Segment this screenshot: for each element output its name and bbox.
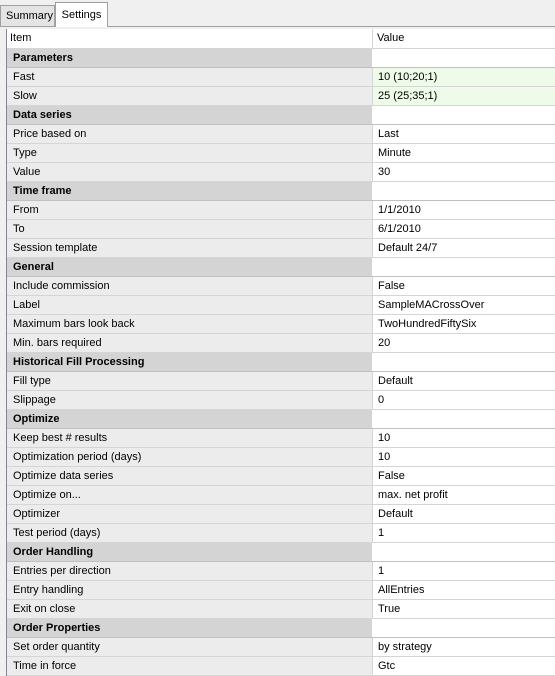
property-name: Value xyxy=(7,163,373,181)
category-row[interactable] xyxy=(7,619,555,638)
property-row[interactable] xyxy=(7,486,555,505)
property-name: Label xyxy=(7,296,373,314)
property-row[interactable] xyxy=(7,372,555,391)
property-row[interactable] xyxy=(7,144,555,163)
category-value-cell xyxy=(373,543,555,561)
property-name: Slippage xyxy=(7,391,373,409)
property-row[interactable] xyxy=(7,277,555,296)
property-name: Include commission xyxy=(7,277,373,295)
property-value[interactable]: Default xyxy=(373,372,555,390)
property-row[interactable] xyxy=(7,220,555,239)
property-value[interactable]: Gtc xyxy=(373,657,555,675)
property-name: Optimization period (days) xyxy=(7,448,373,466)
property-name: Optimize data series xyxy=(7,467,373,485)
category-row[interactable] xyxy=(7,106,555,125)
property-name: Min. bars required xyxy=(7,334,373,352)
property-row[interactable] xyxy=(7,334,555,353)
category-value-cell xyxy=(373,619,555,637)
category-title: Order Handling xyxy=(7,543,373,561)
category-title: General xyxy=(7,258,373,276)
property-value[interactable]: 30 xyxy=(373,163,555,181)
property-row[interactable] xyxy=(7,68,555,87)
category-value-cell xyxy=(373,410,555,428)
property-name: Time in force xyxy=(7,657,373,675)
category-row[interactable] xyxy=(7,543,555,562)
property-name: Fast xyxy=(7,68,373,86)
tab-settings[interactable]: Settings xyxy=(55,2,108,27)
property-value[interactable]: 20 xyxy=(373,334,555,352)
property-row[interactable] xyxy=(7,201,555,220)
property-name: Maximum bars look back xyxy=(7,315,373,333)
property-value[interactable]: 6/1/2010 xyxy=(373,220,555,238)
property-value[interactable]: 1 xyxy=(373,562,555,580)
category-title: Time frame xyxy=(7,182,373,200)
property-name: Session template xyxy=(7,239,373,257)
property-value[interactable]: Default xyxy=(373,505,555,523)
property-row[interactable] xyxy=(7,125,555,144)
property-row[interactable] xyxy=(7,657,555,676)
property-row[interactable] xyxy=(7,638,555,657)
property-value[interactable]: SampleMACrossOver xyxy=(373,296,555,314)
property-name: Test period (days) xyxy=(7,524,373,542)
grid-header xyxy=(7,29,555,49)
property-row[interactable] xyxy=(7,296,555,315)
property-value[interactable]: True xyxy=(373,600,555,618)
property-value[interactable]: by strategy xyxy=(373,638,555,656)
property-name: To xyxy=(7,220,373,238)
property-row[interactable] xyxy=(7,467,555,486)
column-header-value[interactable]: Value xyxy=(377,32,405,44)
property-value[interactable]: 0 xyxy=(373,391,555,409)
grid-body xyxy=(7,49,555,676)
property-value[interactable]: 10 xyxy=(373,429,555,447)
category-title: Order Properties xyxy=(7,619,373,637)
property-name: Optimizer xyxy=(7,505,373,523)
category-row[interactable] xyxy=(7,49,555,68)
property-value[interactable]: AllEntries xyxy=(373,581,555,599)
property-name: Entries per direction xyxy=(7,562,373,580)
property-row[interactable] xyxy=(7,429,555,448)
property-value[interactable]: False xyxy=(373,467,555,485)
property-value[interactable]: 1/1/2010 xyxy=(373,201,555,219)
category-title: Historical Fill Processing xyxy=(7,353,373,371)
property-name: Entry handling xyxy=(7,581,373,599)
property-name: Price based on xyxy=(7,125,373,143)
category-value-cell xyxy=(373,49,555,67)
property-value[interactable]: Minute xyxy=(373,144,555,162)
property-value[interactable]: max. net profit xyxy=(373,486,555,504)
category-row[interactable] xyxy=(7,258,555,277)
property-value[interactable]: Last xyxy=(373,125,555,143)
category-value-cell xyxy=(373,353,555,371)
property-value[interactable]: 1 xyxy=(373,524,555,542)
category-row[interactable] xyxy=(7,353,555,372)
property-grid xyxy=(6,29,555,676)
property-name: Keep best # results xyxy=(7,429,373,447)
property-value[interactable]: 10 xyxy=(373,448,555,466)
property-row[interactable] xyxy=(7,87,555,106)
column-header-item[interactable]: Item xyxy=(7,29,373,48)
property-name: Fill type xyxy=(7,372,373,390)
property-name: Slow xyxy=(7,87,373,105)
property-name: From xyxy=(7,201,373,219)
property-row[interactable] xyxy=(7,315,555,334)
property-name: Type xyxy=(7,144,373,162)
property-name: Exit on close xyxy=(7,600,373,618)
property-value[interactable]: False xyxy=(373,277,555,295)
category-title: Optimize xyxy=(7,410,373,428)
category-value-cell xyxy=(373,258,555,276)
property-row[interactable] xyxy=(7,239,555,258)
property-value[interactable]: Default 24/7 xyxy=(373,239,555,257)
property-row[interactable] xyxy=(7,600,555,619)
category-row[interactable] xyxy=(7,182,555,201)
property-name: Optimize on... xyxy=(7,486,373,504)
property-row[interactable] xyxy=(7,562,555,581)
property-row[interactable] xyxy=(7,524,555,543)
property-value[interactable]: 25 (25;35;1) xyxy=(373,87,555,105)
tab-bar xyxy=(0,0,555,27)
property-row[interactable] xyxy=(7,163,555,182)
category-title: Parameters xyxy=(7,49,373,67)
category-value-cell xyxy=(373,106,555,124)
category-row[interactable] xyxy=(7,410,555,429)
category-title: Data series xyxy=(7,106,373,124)
property-name: Set order quantity xyxy=(7,638,373,656)
property-row[interactable] xyxy=(7,448,555,467)
property-row[interactable] xyxy=(7,581,555,600)
tab-summary[interactable]: Summary xyxy=(0,5,55,26)
category-value-cell xyxy=(373,182,555,200)
property-value[interactable]: 10 (10;20;1) xyxy=(373,68,555,86)
property-row[interactable] xyxy=(7,505,555,524)
property-row[interactable] xyxy=(7,391,555,410)
property-value[interactable]: TwoHundredFiftySix xyxy=(373,315,555,333)
